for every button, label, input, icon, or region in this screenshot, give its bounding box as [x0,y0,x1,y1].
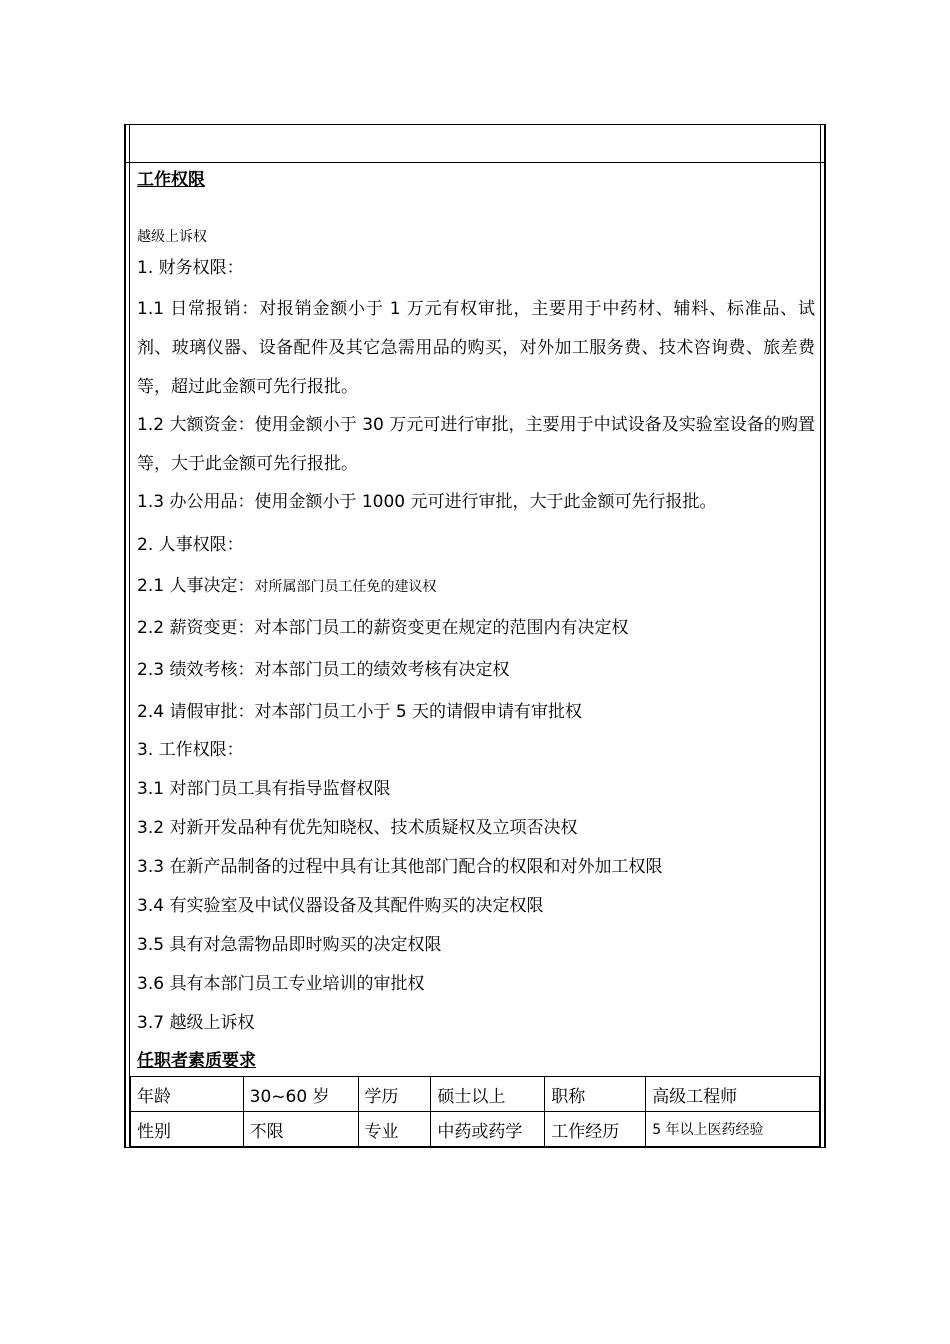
table-cell-label: 性别 [131,1112,244,1147]
finance-item-1-1: 1.1 日常报销：对报销金额小于 1 万元有权审批，主要用于中药材、辅料、标准品、试剂、玻璃仪器、设备配件及其它急需用品的购买，对外加工服务费、技术咨询费、旅差费等，超过此金额可先行报批。 [137,299,815,397]
table-row [131,1077,820,1112]
personnel-item-2-1 [137,576,436,597]
table-cell-label: 工作经历 [545,1112,646,1147]
work-item: 3.1 对部门员工具有指导监督权限 [137,779,391,799]
table-cell-label: 学历 [358,1077,431,1112]
table-cell-label: 专业 [358,1112,431,1147]
finance-title: 1. 财务权限： [137,258,244,278]
table-row [131,1112,820,1147]
work-item: 3.5 具有对急需物品即时购买的决定权限 [137,935,442,955]
finance-item-1-3: 1.3 办公用品：使用金额小于 1000 元可进行审批，大于此金额可先行报批。 [137,492,717,512]
work-item: 3.3 在新产品制备的过程中具有让其他部门配合的权限和对外加工权限 [137,857,663,877]
work-item: 3.7 越级上诉权 [137,1013,255,1033]
requirements-table [130,1076,820,1147]
table-cell-value: 高级工程师 [646,1077,820,1112]
personnel-title: 2. 人事权限： [137,535,244,555]
appeal-note: 越级上诉权 [137,229,207,245]
work-item: 3.4 有实验室及中试仪器设备及其配件购买的决定权限 [137,896,544,916]
personnel-item-2-1-text: 对所属部门员工任免的建议权 [254,579,437,595]
table-cell-value: 30~60 岁 [243,1077,358,1112]
table-cell-value: 中药或药学 [431,1112,545,1147]
personnel-item-2-1-label: 2.1 人事决定： [137,576,255,596]
personnel-item-2-2: 2.2 薪资变更：对本部门员工的薪资变更在规定的范围内有决定权 [137,618,629,638]
table-cell-label: 年龄 [131,1077,244,1112]
personnel-item-2-3: 2.3 绩效考核：对本部门员工的绩效考核有决定权 [137,660,510,680]
authority-heading: 工作权限 [137,170,205,190]
work-item: 3.2 对新开发品种有优先知晓权、技术质疑权及立项否决权 [137,818,578,838]
table-cell-value: 不限 [243,1112,358,1147]
personnel-item-2-4: 2.4 请假审批：对本部门员工小于 5 天的请假申请有审批权 [137,702,583,722]
header-row-divider [124,162,826,163]
table-cell-value: 硕士以上 [431,1077,545,1112]
table-cell-value: 5 年以上医药经验 [646,1112,820,1147]
work-title: 3. 工作权限： [137,740,244,760]
table-cell-label: 职称 [545,1077,646,1112]
requirements-heading: 任职者素质要求 [137,1051,256,1071]
work-item: 3.6 具有本部门员工专业培训的审批权 [137,974,425,994]
finance-item-1-2: 1.2 大额资金：使用金额小于 30 万元可进行审批，主要用于中试设备及实验室设备的购置等，大于此金额可先行报批。 [137,415,815,474]
